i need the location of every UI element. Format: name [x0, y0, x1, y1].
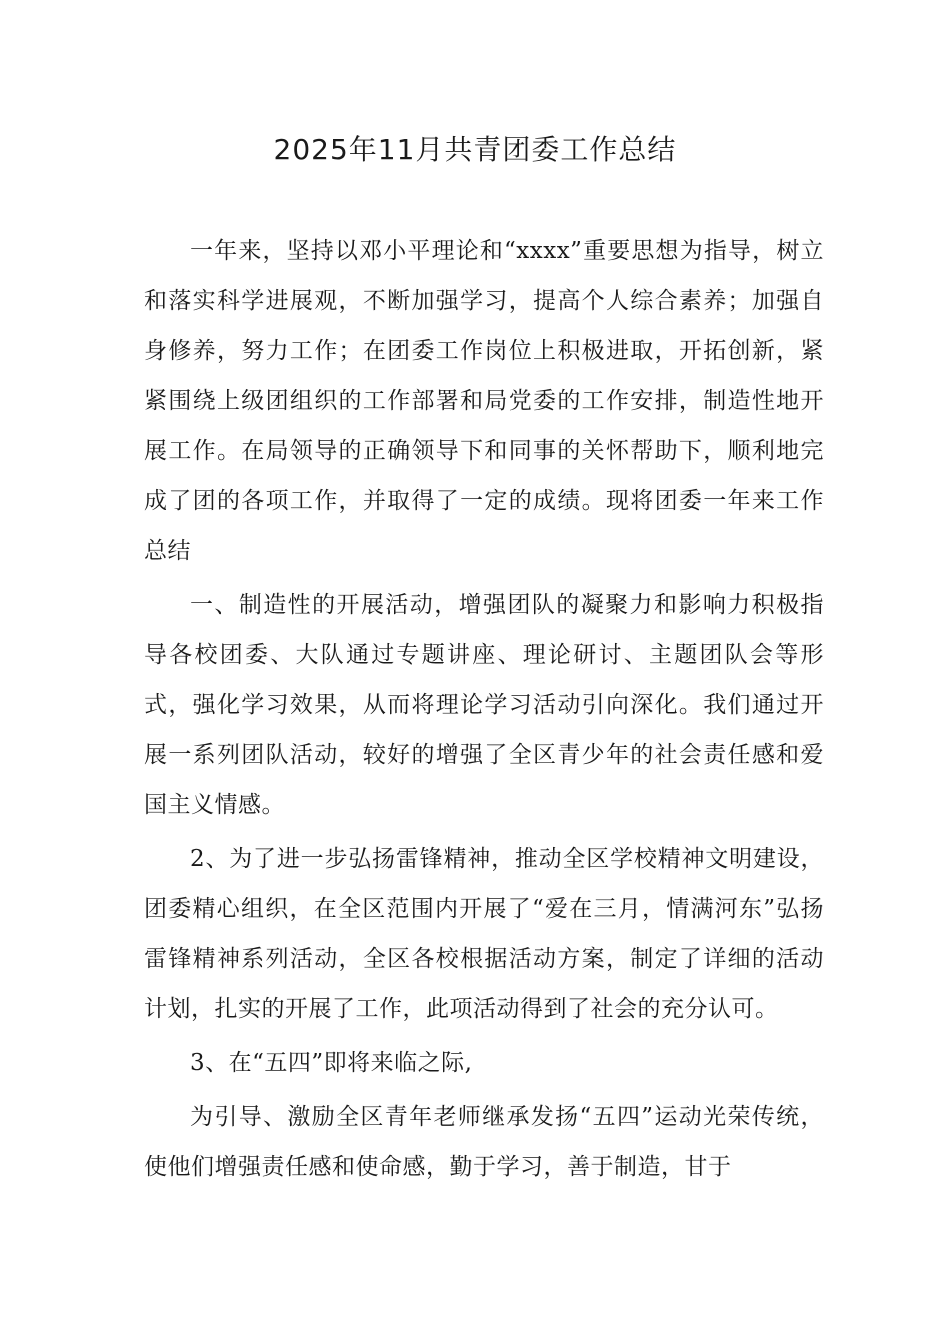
paragraph-section-2: 2、为了进一步弘扬雷锋精神，推动全区学校精神文明建设，团委精心组织，在全区范围内开展了“爱在三月，情满河东”弘扬雷锋精神系列活动，全区各校根据活动方案，制定了详细的活动计划，扎实的开展了工作，此项活动得到了社会的充分认可。 [144, 846, 824, 1022]
paragraph-section-3: 3、在“五四”即将来临之际, [190, 1050, 473, 1076]
paragraph-section-1: 一、制造性的开展活动，增强团队的凝聚力和影响力积极指导各校团委、大队通过专题讲座、理论研讨、主题团队会等形式，强化学习效果，从而将理论学习活动引向深化。我们通过开展一系列团队活动，较好的增强了全区青少年的社会责任感和爱国主义情感。 [144, 592, 824, 818]
paragraph-intro: 一年来，坚持以邓小平理论和“xxxx”重要思想为指导，树立和落实科学进展观，不断加强学习，提高个人综合素养；加强自身修养，努力工作；在团委工作岗位上积极进取，开拓创新，紧紧围绕上级团组织的工作部署和局党委的工作安排，制造性地开展工作。在局领导的正确领导下和同事的关怀帮助下，顺利地完成了团的各项工作，并取得了一定的成绩。现将团委一年来工作总结 [144, 238, 824, 564]
document-body [144, 226, 824, 1192]
document-title: 2025年11月共青团委工作总结 [273, 133, 677, 166]
paragraph-section-3-body: 为引导、激励全区青年老师继承发扬“五四”运动光荣传统，使他们增强责任感和使命感，勤于学习，善于制造，甘于 [144, 1104, 824, 1180]
